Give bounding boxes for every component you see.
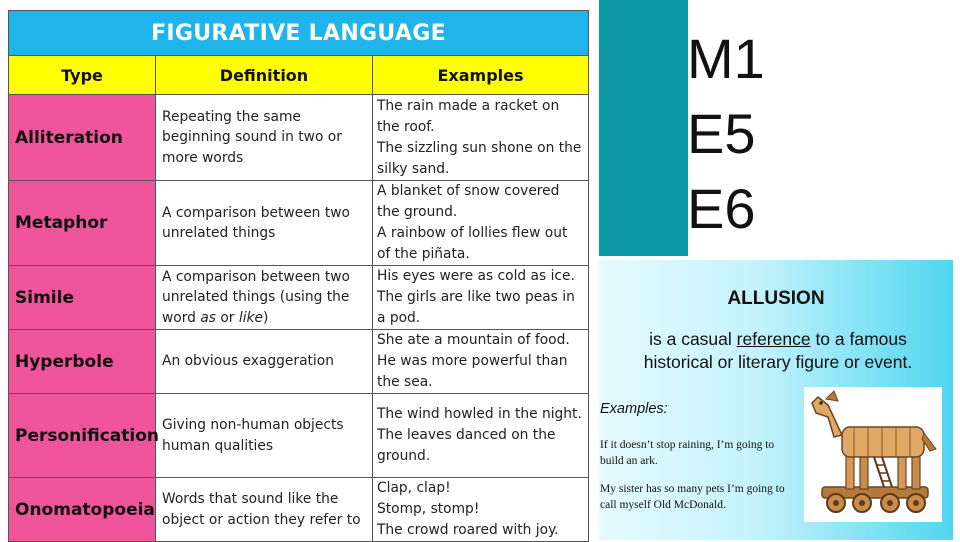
definition-cell: Giving non-human objects human qualities [156, 394, 373, 478]
figurative-language-table [8, 10, 589, 542]
example-text: The sizzling sun shone on the silky sand. [377, 139, 582, 177]
allusion-example: My sister has so many pets I’m going to call myself Old McDonald. [600, 483, 785, 511]
example-text: The leaves danced on the ground. [377, 427, 556, 464]
allusion-example: If it doesn’t stop raining, I’m going to build an ark. [600, 439, 775, 467]
definition-text: is a casual [649, 329, 737, 349]
example-text: His eyes were as cold as ice. [377, 268, 575, 284]
definition-word-like: like [238, 309, 264, 326]
allusion-definition [613, 328, 943, 374]
example-text: A rainbow of lollies flew out of the piñata. [377, 225, 568, 262]
example-text: Stomp, stomp! [377, 501, 480, 517]
code-label: E6 [687, 177, 756, 240]
examples-cell [373, 330, 589, 394]
example-text: The rain made a racket on the roof. [377, 97, 560, 135]
table-row [9, 95, 589, 181]
definition-cell: Repeating the same beginning sound in two or more words [156, 95, 373, 181]
table-row [9, 478, 589, 542]
type-cell: Personification [9, 394, 156, 478]
code-label: M1 [687, 27, 765, 90]
allusion-slide [599, 260, 953, 540]
definition-text: to a famous historical or literary figure or event. [643, 329, 913, 372]
examples-cell [373, 95, 589, 181]
table-row [9, 394, 589, 478]
definition-text: ) [263, 309, 269, 326]
reference-word: reference [736, 329, 811, 349]
type-cell: Hyperbole [9, 330, 156, 394]
example-text: The girls are like two peas in a pod. [377, 289, 575, 326]
examples-cell [373, 266, 589, 330]
definition-cell [156, 266, 373, 330]
table-row [9, 266, 589, 330]
type-cell: Metaphor [9, 181, 156, 266]
type-cell: Onomatopoeia [9, 478, 156, 542]
trojan-horse-icon [804, 387, 942, 522]
definition-cell: A comparison between two unrelated things [156, 181, 373, 266]
code-label: E5 [687, 102, 756, 165]
allusion-title: ALLUSION [727, 288, 825, 309]
definition-text: A comparison between two unrelated things (using the word [162, 268, 350, 326]
example-text: He was more powerful than the sea. [377, 353, 568, 390]
definition-text: or [215, 309, 239, 326]
type-cell: Simile [9, 266, 156, 330]
table-title: FIGURATIVE LANGUAGE [9, 11, 589, 56]
type-cell: Alliteration [9, 95, 156, 181]
example-text: Clap, clap! [377, 480, 451, 496]
example-text: The wind howled in the night. [377, 406, 582, 422]
header-examples: Examples [373, 56, 589, 95]
example-text: The crowd roared with joy. [377, 522, 559, 538]
examples-cell [373, 394, 589, 478]
header-definition: Definition [156, 56, 373, 95]
example-text: A blanket of snow covered the ground. [377, 183, 560, 220]
header-type: Type [9, 56, 156, 95]
examples-cell [373, 478, 589, 542]
table-row [9, 181, 589, 266]
examples-label: Examples: [600, 401, 668, 417]
definition-cell: An obvious exaggeration [156, 330, 373, 394]
codes-panel [599, 0, 960, 256]
definition-cell: Words that sound like the object or action they refer to [156, 478, 373, 542]
table-row [9, 330, 589, 394]
example-text: She ate a mountain of food. [377, 332, 570, 348]
examples-cell [373, 181, 589, 266]
definition-word-as: as [200, 309, 216, 326]
